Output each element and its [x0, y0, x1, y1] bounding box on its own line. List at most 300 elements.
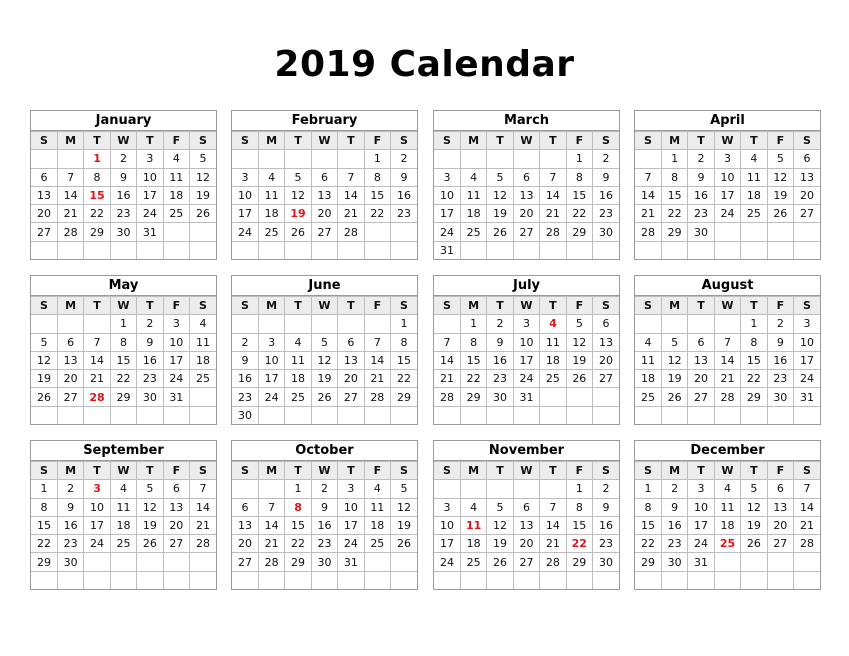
day-cell: 8: [635, 498, 661, 516]
day-cell: 3: [434, 498, 460, 516]
empty-day-cell: [540, 571, 566, 589]
day-cell: 14: [338, 186, 364, 204]
day-cell: 5: [391, 480, 417, 498]
empty-day-cell: [190, 388, 216, 406]
weekday-label: S: [593, 297, 619, 315]
day-cell: 6: [31, 168, 57, 186]
empty-day-cell: [137, 241, 163, 259]
weekday-label: F: [364, 297, 390, 315]
week-row: [232, 150, 417, 168]
weekday-header-row: [31, 132, 216, 150]
month-name: October: [232, 441, 417, 461]
day-cell: 4: [163, 150, 189, 168]
empty-day-cell: [593, 406, 619, 424]
day-cell: 24: [258, 388, 284, 406]
day-cell: 14: [540, 516, 566, 534]
weekday-label: T: [338, 297, 364, 315]
week-row: [635, 370, 820, 388]
day-cell: 2: [57, 480, 83, 498]
weekday-label: T: [137, 132, 163, 150]
day-cell: 29: [391, 388, 417, 406]
weekday-label: S: [794, 462, 820, 480]
day-cell: 10: [434, 516, 460, 534]
day-cell: 26: [487, 553, 513, 571]
month-name: September: [31, 441, 216, 461]
month-grid: [434, 131, 619, 259]
day-cell: 2: [311, 480, 337, 498]
day-cell: 14: [364, 351, 390, 369]
weekday-label: W: [714, 297, 740, 315]
week-row: [635, 205, 820, 223]
empty-day-cell: [110, 406, 136, 424]
day-cell: 26: [190, 205, 216, 223]
weekday-label: S: [190, 297, 216, 315]
week-row: [434, 186, 619, 204]
weekday-label: M: [57, 462, 83, 480]
week-row: [232, 480, 417, 498]
week-row: [434, 553, 619, 571]
day-cell: 17: [794, 351, 820, 369]
weekday-label: S: [31, 462, 57, 480]
day-cell: 12: [285, 186, 311, 204]
empty-day-cell: [434, 315, 460, 333]
day-cell: 14: [84, 351, 110, 369]
day-cell: 13: [311, 186, 337, 204]
day-cell: 5: [767, 150, 793, 168]
week-row: [232, 168, 417, 186]
empty-day-cell: [364, 406, 390, 424]
day-cell: 6: [513, 498, 539, 516]
empty-day-cell: [794, 571, 820, 589]
month-grid: [31, 296, 216, 424]
weekday-label: F: [566, 297, 592, 315]
week-row: [31, 535, 216, 553]
holiday-day-cell: 3: [84, 480, 110, 498]
day-cell: 17: [84, 516, 110, 534]
week-row: [434, 406, 619, 424]
day-cell: 5: [31, 333, 57, 351]
day-cell: 11: [190, 333, 216, 351]
day-cell: 8: [741, 333, 767, 351]
empty-day-cell: [163, 406, 189, 424]
empty-day-cell: [364, 315, 390, 333]
week-row: [434, 351, 619, 369]
day-cell: 12: [661, 351, 687, 369]
empty-day-cell: [794, 223, 820, 241]
day-cell: 6: [163, 480, 189, 498]
day-cell: 20: [513, 535, 539, 553]
empty-day-cell: [57, 241, 83, 259]
day-cell: 8: [110, 333, 136, 351]
day-cell: 7: [84, 333, 110, 351]
day-cell: 22: [635, 535, 661, 553]
weekday-label: S: [593, 462, 619, 480]
day-cell: 11: [741, 168, 767, 186]
week-row: [232, 498, 417, 516]
day-cell: 14: [540, 186, 566, 204]
day-cell: 22: [84, 205, 110, 223]
day-cell: 24: [513, 370, 539, 388]
day-cell: 27: [338, 388, 364, 406]
day-cell: 8: [460, 333, 486, 351]
weekday-label: S: [635, 462, 661, 480]
day-cell: 20: [57, 370, 83, 388]
day-cell: 27: [311, 223, 337, 241]
day-cell: 25: [460, 223, 486, 241]
day-cell: 22: [391, 370, 417, 388]
day-cell: 22: [661, 205, 687, 223]
weekday-label: M: [460, 297, 486, 315]
weekday-label: T: [540, 132, 566, 150]
day-cell: 30: [487, 388, 513, 406]
day-cell: 28: [540, 553, 566, 571]
day-cell: 21: [190, 516, 216, 534]
empty-day-cell: [688, 315, 714, 333]
day-cell: 30: [110, 223, 136, 241]
weekday-label: F: [566, 132, 592, 150]
week-row: [31, 571, 216, 589]
day-cell: 28: [190, 535, 216, 553]
weekday-header-row: [232, 297, 417, 315]
weekday-label: W: [110, 297, 136, 315]
week-row: [31, 351, 216, 369]
weekday-label: M: [460, 132, 486, 150]
day-cell: 12: [391, 498, 417, 516]
weekday-label: T: [741, 297, 767, 315]
day-cell: 27: [513, 553, 539, 571]
day-cell: 24: [434, 553, 460, 571]
day-cell: 20: [232, 535, 258, 553]
month-grid: [31, 461, 216, 589]
empty-day-cell: [110, 241, 136, 259]
empty-day-cell: [566, 406, 592, 424]
day-cell: 8: [364, 168, 390, 186]
day-cell: 21: [364, 370, 390, 388]
day-cell: 5: [285, 168, 311, 186]
day-cell: 7: [714, 333, 740, 351]
day-cell: 29: [661, 223, 687, 241]
day-cell: 21: [258, 535, 284, 553]
day-cell: 3: [163, 315, 189, 333]
weekday-label: T: [540, 297, 566, 315]
day-cell: 17: [258, 370, 284, 388]
day-cell: 13: [232, 516, 258, 534]
day-cell: 16: [137, 351, 163, 369]
empty-day-cell: [513, 571, 539, 589]
day-cell: 4: [714, 480, 740, 498]
day-cell: 4: [635, 333, 661, 351]
day-cell: 9: [110, 168, 136, 186]
weekday-label: S: [593, 132, 619, 150]
day-cell: 15: [31, 516, 57, 534]
day-cell: 2: [391, 150, 417, 168]
weekday-label: T: [285, 132, 311, 150]
empty-day-cell: [688, 406, 714, 424]
day-cell: 1: [566, 150, 592, 168]
day-cell: 17: [137, 186, 163, 204]
empty-day-cell: [391, 406, 417, 424]
month-grid: [635, 461, 820, 589]
day-cell: 16: [57, 516, 83, 534]
empty-day-cell: [540, 241, 566, 259]
day-cell: 13: [57, 351, 83, 369]
month-grid: [232, 461, 417, 589]
day-cell: 1: [364, 150, 390, 168]
weekday-label: T: [688, 132, 714, 150]
weekday-label: F: [767, 462, 793, 480]
month-name: July: [434, 276, 619, 296]
empty-day-cell: [661, 241, 687, 259]
day-cell: 24: [338, 535, 364, 553]
day-cell: 13: [593, 333, 619, 351]
day-cell: 12: [767, 168, 793, 186]
day-cell: 10: [338, 498, 364, 516]
day-cell: 22: [460, 370, 486, 388]
day-cell: 18: [258, 205, 284, 223]
empty-day-cell: [540, 388, 566, 406]
day-cell: 11: [163, 168, 189, 186]
day-cell: 11: [258, 186, 284, 204]
day-cell: 23: [391, 205, 417, 223]
weekday-label: M: [57, 132, 83, 150]
day-cell: 20: [593, 351, 619, 369]
month-october: [231, 440, 418, 590]
day-cell: 7: [364, 333, 390, 351]
day-cell: 3: [513, 315, 539, 333]
weekday-label: F: [364, 132, 390, 150]
day-cell: 16: [593, 186, 619, 204]
week-row: [434, 498, 619, 516]
day-cell: 8: [566, 168, 592, 186]
day-cell: 20: [794, 186, 820, 204]
day-cell: 30: [593, 553, 619, 571]
week-row: [635, 333, 820, 351]
day-cell: 4: [190, 315, 216, 333]
month-grid: [434, 461, 619, 589]
day-cell: 29: [31, 553, 57, 571]
day-cell: 30: [137, 388, 163, 406]
day-cell: 25: [285, 388, 311, 406]
day-cell: 10: [137, 168, 163, 186]
week-row: [31, 186, 216, 204]
empty-day-cell: [714, 223, 740, 241]
empty-day-cell: [794, 406, 820, 424]
day-cell: 30: [57, 553, 83, 571]
day-cell: 21: [794, 516, 820, 534]
weekday-label: M: [661, 462, 687, 480]
day-cell: 28: [258, 553, 284, 571]
empty-day-cell: [391, 241, 417, 259]
day-cell: 15: [566, 186, 592, 204]
day-cell: 15: [635, 516, 661, 534]
empty-day-cell: [190, 406, 216, 424]
day-cell: 26: [285, 223, 311, 241]
holiday-day-cell: 22: [566, 535, 592, 553]
day-cell: 24: [137, 205, 163, 223]
day-cell: 12: [311, 351, 337, 369]
day-cell: 8: [391, 333, 417, 351]
empty-day-cell: [635, 150, 661, 168]
week-row: [31, 480, 216, 498]
day-cell: 6: [593, 315, 619, 333]
day-cell: 7: [338, 168, 364, 186]
empty-day-cell: [391, 571, 417, 589]
weekday-label: F: [163, 297, 189, 315]
empty-day-cell: [285, 406, 311, 424]
empty-day-cell: [364, 553, 390, 571]
day-cell: 11: [540, 333, 566, 351]
day-cell: 14: [258, 516, 284, 534]
weekday-label: W: [311, 462, 337, 480]
weekday-label: W: [714, 462, 740, 480]
day-cell: 28: [794, 535, 820, 553]
empty-day-cell: [460, 406, 486, 424]
week-row: [232, 223, 417, 241]
empty-day-cell: [338, 315, 364, 333]
day-cell: 10: [714, 168, 740, 186]
day-cell: 3: [714, 150, 740, 168]
month-july: [433, 275, 620, 425]
week-row: [635, 388, 820, 406]
day-cell: 21: [338, 205, 364, 223]
weekday-header-row: [232, 132, 417, 150]
empty-day-cell: [794, 553, 820, 571]
day-cell: 31: [338, 553, 364, 571]
day-cell: 9: [593, 168, 619, 186]
day-cell: 20: [311, 205, 337, 223]
day-cell: 16: [487, 351, 513, 369]
empty-day-cell: [513, 480, 539, 498]
empty-day-cell: [767, 241, 793, 259]
day-cell: 6: [688, 333, 714, 351]
day-cell: 15: [110, 351, 136, 369]
day-cell: 28: [434, 388, 460, 406]
day-cell: 20: [338, 370, 364, 388]
day-cell: 14: [714, 351, 740, 369]
day-cell: 25: [741, 205, 767, 223]
month-may: [30, 275, 217, 425]
empty-day-cell: [714, 571, 740, 589]
empty-day-cell: [487, 480, 513, 498]
week-row: [434, 205, 619, 223]
weekday-label: F: [767, 297, 793, 315]
empty-day-cell: [57, 571, 83, 589]
empty-day-cell: [163, 241, 189, 259]
day-cell: 17: [434, 205, 460, 223]
day-cell: 21: [714, 370, 740, 388]
empty-day-cell: [258, 150, 284, 168]
day-cell: 3: [232, 168, 258, 186]
empty-day-cell: [364, 223, 390, 241]
day-cell: 14: [635, 186, 661, 204]
empty-day-cell: [434, 406, 460, 424]
day-cell: 10: [794, 333, 820, 351]
day-cell: 28: [364, 388, 390, 406]
empty-day-cell: [741, 241, 767, 259]
day-cell: 27: [57, 388, 83, 406]
day-cell: 13: [31, 186, 57, 204]
weekday-label: W: [110, 462, 136, 480]
weekday-label: T: [84, 132, 110, 150]
day-cell: 20: [31, 205, 57, 223]
week-row: [635, 186, 820, 204]
day-cell: 13: [513, 516, 539, 534]
empty-day-cell: [31, 406, 57, 424]
day-cell: 16: [688, 186, 714, 204]
day-cell: 31: [137, 223, 163, 241]
empty-day-cell: [311, 571, 337, 589]
week-row: [635, 553, 820, 571]
day-cell: 11: [460, 186, 486, 204]
week-row: [434, 516, 619, 534]
day-cell: 29: [741, 388, 767, 406]
day-cell: 26: [311, 388, 337, 406]
day-cell: 10: [513, 333, 539, 351]
month-june: [231, 275, 418, 425]
day-cell: 24: [434, 223, 460, 241]
day-cell: 18: [460, 205, 486, 223]
weekday-label: W: [311, 132, 337, 150]
month-name: March: [434, 111, 619, 131]
empty-day-cell: [84, 241, 110, 259]
weekday-label: S: [31, 132, 57, 150]
day-cell: 3: [258, 333, 284, 351]
day-cell: 19: [31, 370, 57, 388]
day-cell: 31: [794, 388, 820, 406]
empty-day-cell: [311, 406, 337, 424]
week-row: [232, 333, 417, 351]
day-cell: 23: [593, 535, 619, 553]
day-cell: 1: [661, 150, 687, 168]
weekday-label: T: [487, 297, 513, 315]
empty-day-cell: [460, 150, 486, 168]
day-cell: 8: [84, 168, 110, 186]
day-cell: 13: [338, 351, 364, 369]
day-cell: 27: [767, 535, 793, 553]
day-cell: 16: [391, 186, 417, 204]
empty-day-cell: [57, 150, 83, 168]
empty-day-cell: [714, 406, 740, 424]
empty-day-cell: [84, 315, 110, 333]
day-cell: 21: [635, 205, 661, 223]
day-cell: 11: [285, 351, 311, 369]
day-cell: 6: [767, 480, 793, 498]
week-row: [232, 370, 417, 388]
empty-day-cell: [285, 241, 311, 259]
weekday-label: T: [137, 297, 163, 315]
day-cell: 11: [110, 498, 136, 516]
weekday-label: W: [513, 462, 539, 480]
weekday-label: T: [84, 462, 110, 480]
day-cell: 5: [190, 150, 216, 168]
weekday-label: S: [232, 132, 258, 150]
week-row: [31, 223, 216, 241]
day-cell: 10: [434, 186, 460, 204]
day-cell: 13: [688, 351, 714, 369]
day-cell: 19: [137, 516, 163, 534]
day-cell: 3: [434, 168, 460, 186]
empty-day-cell: [163, 223, 189, 241]
weekday-label: F: [364, 462, 390, 480]
weekday-label: F: [163, 132, 189, 150]
day-cell: 23: [57, 535, 83, 553]
empty-day-cell: [460, 571, 486, 589]
empty-day-cell: [714, 241, 740, 259]
day-cell: 12: [487, 186, 513, 204]
weekday-label: W: [513, 297, 539, 315]
day-cell: 12: [137, 498, 163, 516]
day-cell: 27: [232, 553, 258, 571]
